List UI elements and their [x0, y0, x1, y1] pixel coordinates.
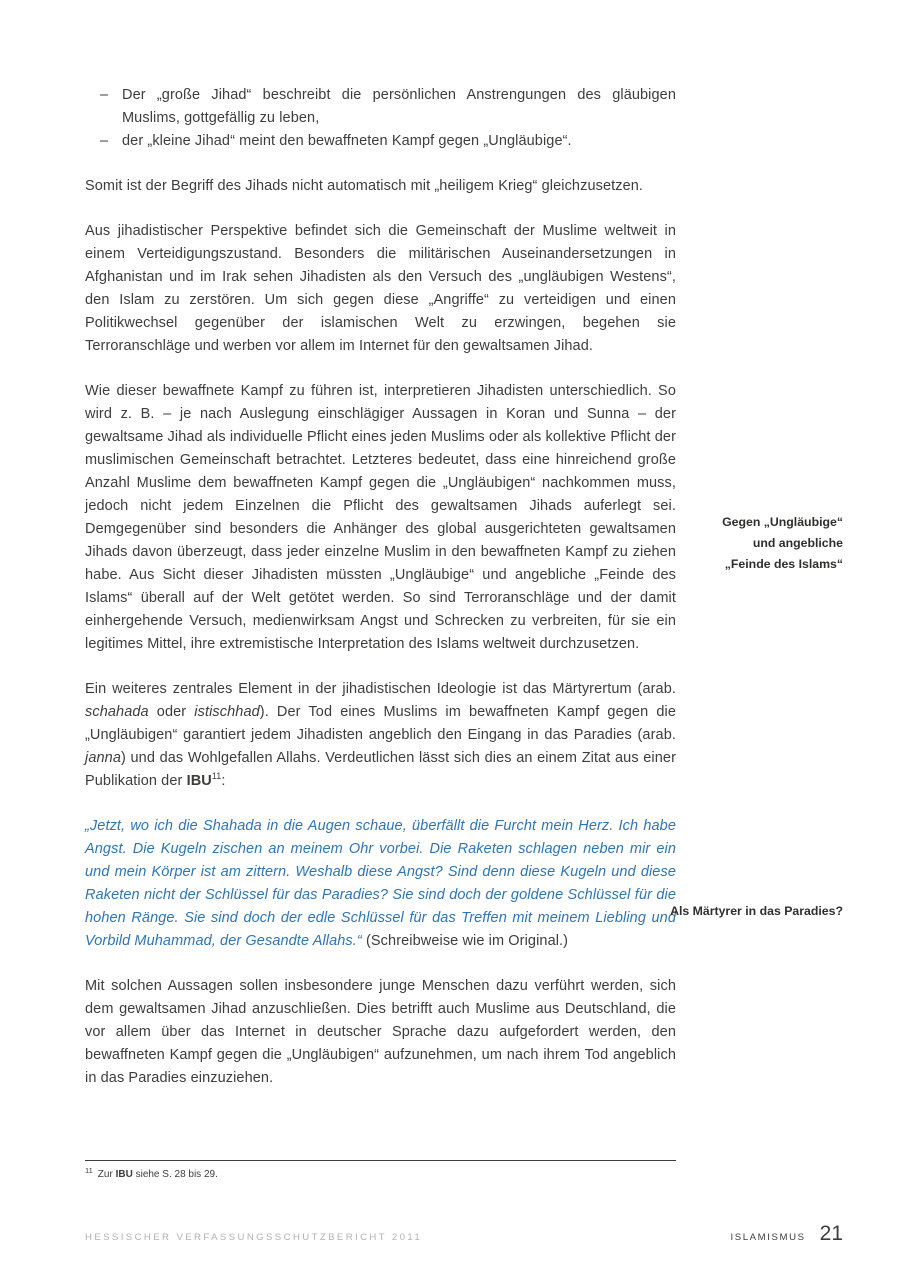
abbreviation-ibu: IBU: [115, 1169, 133, 1180]
list-item: [85, 130, 676, 153]
page-number: 21: [819, 1222, 843, 1245]
italic-term: janna: [85, 750, 121, 766]
footnote-text: siehe S. 28 bis 29.: [132, 1169, 218, 1180]
text-segment: ). Der Tod eines Muslims im bewaffneten Kampf gegen die „Ungläubigen“ garantiert jedem Jihadisten angeblich den Eingang in das Paradies (arab.: [85, 704, 676, 743]
italic-term: istischhad: [194, 704, 260, 720]
main-text-column: [85, 84, 676, 1112]
chapter-label: ISLAMISMUS: [730, 1232, 806, 1243]
paragraph-recruitment: Mit solchen Aussagen sollen insbesondere junge Menschen dazu verführt werden, sich dem gewaltsamen Jihad anzuschließen. Dies betrifft auch Muslime aus Deutschland, die vor allem über das Internet in deutscher Sprache dazu aufgefordert werden, den bewaffneten Kampf gegen die „Ungläubigen“ aufzunehmen, um nach ihrem Tod angeblich in das Paradies einzuziehen.: [85, 978, 676, 1086]
footnote-marker: 11: [85, 1166, 93, 1175]
list-item: [85, 84, 676, 130]
paragraph-armed-struggle-interpretation: Wie dieser bewaffnete Kampf zu führen ist, interpretieren Jihadisten unterschiedlich. So wird z. B. – je nach Auslegung einschlägiger Aussagen in Koran und Sunna – der gewaltsame Jihad als individuelle Pflicht eines jeden Muslims oder als kollektive Pflicht der muslimischen Gemeinschaft betrachtet. Letzteres bedeutet, dass eine hinreichend große Anzahl Muslime dem bewaffneten Kampf gegen die „Ungläubigen“ nachkommen muss, jedoch nicht jedem Einzelnen die Pflicht des gewaltsamen Jihads auferlegt sei. Demgegenüber sind besonders die Anhänger des global ausgerichteten gewaltsamen Jihads davon überzeugt, dass jeder einzelne Muslim in den bewaffneten Kampf zu ziehen habe. Aus Sicht dieser Jihadisten müssten „Ungläubige“ und angebliche „Feinde des Islams“ überall auf der Welt getötet werden. So sind Terroranschläge und der damit einhergehende Versuch, medienwirksam Angst und Schrecken zu verbreiten, für sie ein legitimes Mittel, ihre extremistische Interpretation des Islams weltweit durchzusetzen.: [85, 383, 676, 652]
text-segment: :: [221, 773, 226, 789]
footnote-reference: 11: [211, 771, 222, 781]
footer-right: [730, 1222, 843, 1246]
paragraph-jihadist-perspective: Aus jihadistischer Perspektive befindet sich die Gemeinschaft der Muslime weltweit in einem Verteidigungszustand. Besonders die militärischen Auseinandersetzungen in Afghanistan und im Irak sehen Jihadisten als den Versuch des „ungläubigen Westens“, den Islam zu zerstören. Um sich gegen diese „Angriffe“ zu verteidigen und einen Politikwechsel gegenüber der islamischen Welt zu erzwingen, begehen sie Terroranschläge und werben vor allem im Internet für den gewaltsamen Jihad.: [85, 223, 676, 354]
footnote: [85, 1168, 676, 1182]
margin-note-unbelievers: Gegen „Ungläubige“ und angebliche „Feinde des Islams“: [722, 515, 843, 571]
text-segment: oder: [148, 704, 195, 720]
abbreviation-ibu: IBU: [186, 773, 212, 789]
margin-note-martyr-paradise: Als Märtyrer in das Paradies?: [670, 904, 843, 918]
bullet-marker: –: [100, 87, 109, 103]
text-segment: ) und das Wohlgefallen Allahs. Verdeutlichen lässt sich dies an einem Zitat aus einer Publikation der: [85, 750, 676, 789]
footnote-rule: [85, 1160, 676, 1161]
bullet-text: der „kleine Jihad“ meint den bewaffneten Kampf gegen „Ungläubige“.: [122, 133, 572, 149]
bullet-text: Der „große Jihad“ beschreibt die persönlichen Anstrengungen des gläubigen Muslims, gottgefällig zu leben,: [122, 87, 676, 126]
text-segment: Ein weiteres zentrales Element in der jihadistischen Ideologie ist das Märtyrertum (arab.: [85, 681, 676, 697]
footnote-text: Zur: [97, 1169, 116, 1180]
bullet-marker: –: [100, 133, 109, 149]
bullet-list: [85, 84, 676, 153]
paragraph-jihad-term: Somit ist der Begriff des Jihads nicht automatisch mit „heiligem Krieg“ gleichzusetzen.: [85, 178, 644, 194]
paragraph-martyrdom: [85, 678, 676, 793]
report-title: HESSISCHER VERFASSUNGSSCHUTZBERICHT 2011: [85, 1232, 423, 1243]
italic-term: schahada: [85, 704, 149, 720]
page-footer: [85, 1222, 843, 1246]
quote-text: „Jetzt, wo ich die Shahada in die Augen schaue, überfällt die Furcht mein Herz. Ich habe Angst. Die Kugeln zischen an meinem Ohr vorbei. Die Raketen schlagen neben mir ein und mein Körper ist am zittern. Weshalb diese Angst? Sind denn diese Kugeln und diese Raketen nicht der Schlüssel für das Paradies? Sie sind doch der goldene Schlüssel für die hohen Ränge. Sie sind doch der edle Schlüssel für das Treffen mit meinem Liebling und Vorbild Muhammad, der Gesandte Allahs.“: [85, 818, 676, 949]
quote-suffix: (Schreibweise wie im Original.): [365, 933, 569, 949]
quote-paragraph: [85, 815, 676, 953]
footnote-section: [85, 1160, 676, 1182]
